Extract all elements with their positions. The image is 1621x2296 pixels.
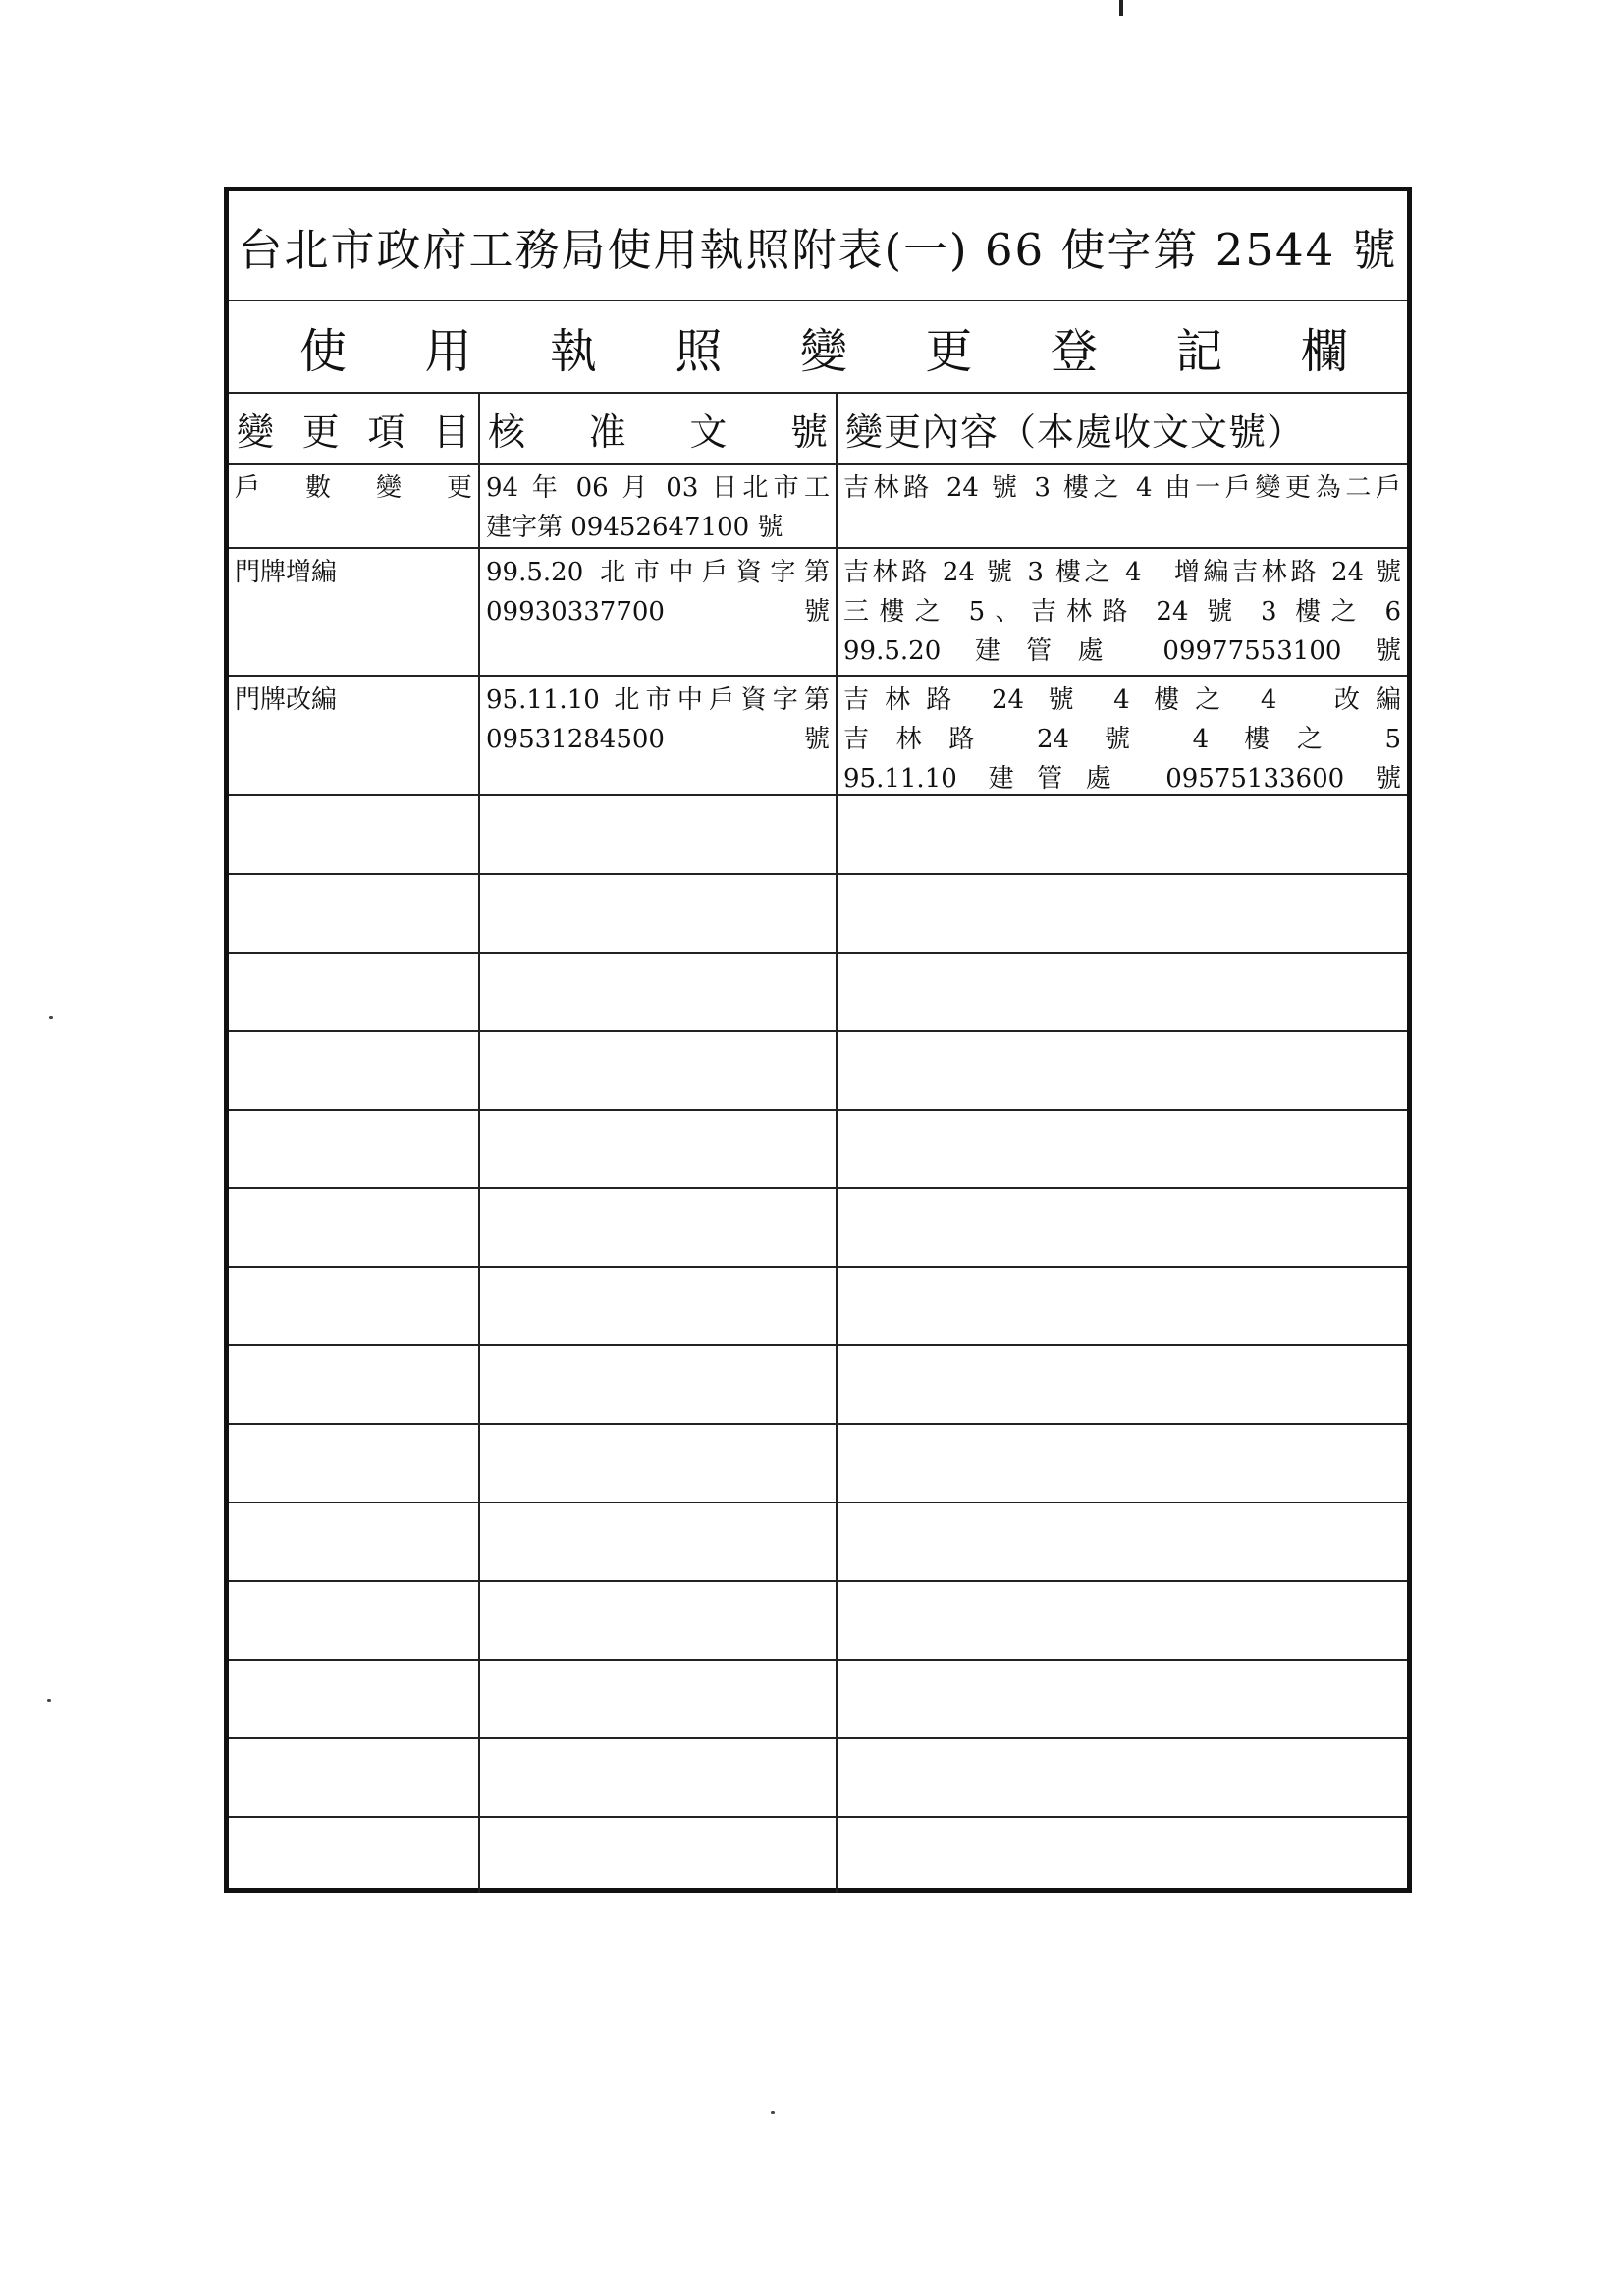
empty-table-row [229, 1425, 1407, 1503]
subtitle-char: 使 [299, 323, 348, 379]
table-header-row [229, 394, 1407, 465]
header-change-content: 變更內容（本處收文文號） [845, 410, 1306, 454]
change-item-cell: 戶 數 變 更 [229, 465, 480, 547]
usage-license-change-form [224, 187, 1412, 1893]
empty-table-row [229, 1503, 1407, 1582]
empty-table-row [229, 1661, 1407, 1739]
subtitle-char: 用 [424, 323, 472, 379]
subtitle-char: 照 [675, 323, 723, 379]
header-change-item: 變 更 項 目 [229, 394, 480, 463]
header-approval-number: 核 准 文 號 [480, 394, 838, 463]
subtitle-char: 欄 [1300, 323, 1348, 379]
scan-speck [49, 1016, 53, 1019]
change-item-cell: 門牌增編 [229, 549, 480, 675]
approval-number-cell: 99.5.20 北市中戶資字第 09930337700 號 [480, 549, 838, 675]
subtitle-char: 執 [549, 323, 597, 379]
subtitle-char: 變 [799, 323, 847, 379]
table-row [229, 677, 1407, 796]
empty-table-row [229, 1739, 1407, 1818]
empty-table-row [229, 1189, 1407, 1268]
approval-number-cell: 94 年 06 月 03 日北市工 建字第 09452647100 號 [480, 465, 838, 547]
empty-table-row [229, 1818, 1407, 1893]
scan-edge-mark [1119, 0, 1123, 16]
scan-speck [771, 2111, 775, 2114]
change-item-cell: 門牌改編 [229, 677, 480, 794]
change-content-cell: 吉林路 24 號 3 樓之 4 增編吉林路 24 號 三樓之 5、吉林路 24 號 3 樓之 6 99.5.20 建管處 09977553100 號 [843, 558, 1401, 666]
subtitle-char: 登 [1050, 323, 1098, 379]
table-row [229, 549, 1407, 677]
empty-table-row [229, 796, 1407, 875]
approval-number-cell: 95.11.10 北市中戶資字第 09531284500 號 [480, 677, 838, 794]
empty-table-row [229, 1346, 1407, 1425]
change-content-cell: 吉林路 24 號 4 樓之 4 改編 吉林路 24 號 4 樓之 5 95.11.10 建管處 09575133600 號 [843, 685, 1401, 793]
form-title: 台北市政府工務局使用執照附表(一) 66 使字第 2544 號 [229, 191, 1407, 301]
empty-table-row [229, 1032, 1407, 1111]
subtitle-char: 更 [925, 323, 973, 379]
empty-table-row [229, 954, 1407, 1032]
scan-speck [47, 1699, 51, 1702]
form-subtitle [229, 301, 1407, 394]
empty-table-row [229, 875, 1407, 954]
empty-table-row [229, 1268, 1407, 1346]
subtitle-char: 記 [1175, 323, 1223, 379]
table-row [229, 465, 1407, 549]
change-content-cell: 吉林路 24 號 3 樓之 4 由一戶變更為二戶 [843, 473, 1401, 503]
empty-table-row [229, 1582, 1407, 1661]
empty-table-row [229, 1111, 1407, 1189]
